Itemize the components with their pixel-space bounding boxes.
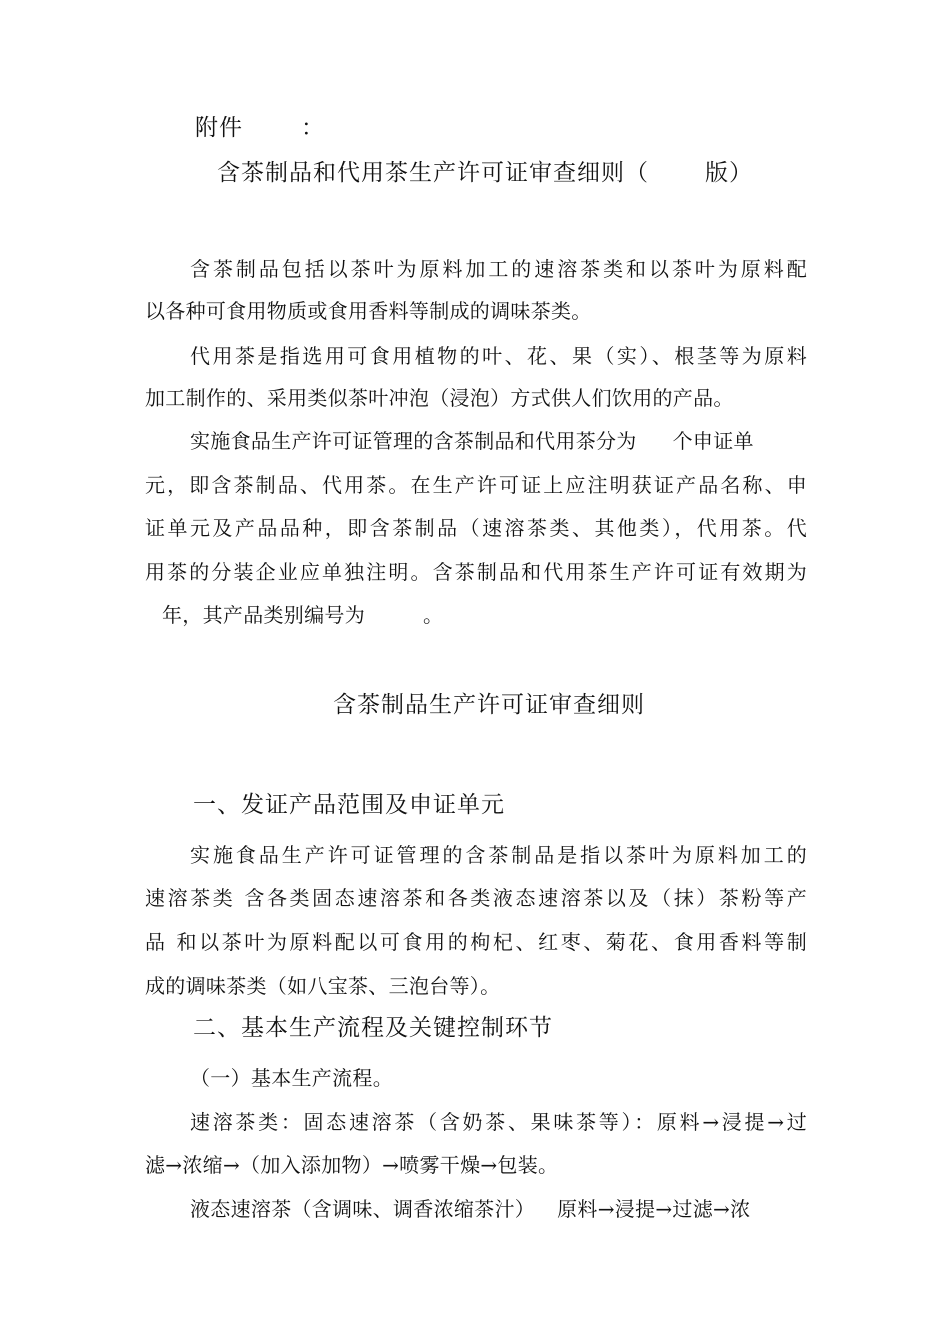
document-title-right: 版） xyxy=(705,160,753,186)
s1-line-4: 成的调味茶类（如八宝茶、三泡台等）。 xyxy=(145,974,501,998)
intro-p3-line-5-b: 。 xyxy=(423,603,444,627)
section-title: 含茶制品生产许可证审查细则 xyxy=(333,692,645,718)
intro-p2-line-1: 代用茶是指选用可食用植物的叶、花、果（实）、根茎等为原料 xyxy=(190,344,807,368)
s2-line-3 xyxy=(190,1194,807,1224)
s2-subheading: （一）基本生产流程。 xyxy=(190,1066,393,1090)
annex-label-text: 附件 xyxy=(195,115,243,141)
intro-p1-line-1: 含茶制品包括以茶叶为原料加工的速溶茶类和以茶叶为原料配 xyxy=(190,257,807,281)
annex-colon: ： xyxy=(301,115,325,141)
s1-line-2: 速溶茶类 含各类固态速溶茶和各类液态速溶茶以及（抹）茶粉等产 xyxy=(145,886,807,910)
document-title-left: 含茶制品和代用茶生产许可证审查细则（ xyxy=(217,160,649,186)
s2-line-3-b: 原料→浸提→过滤→浓 xyxy=(557,1197,751,1221)
intro-p3-line-1-a: 实施食品生产许可证管理的含茶制品和代用茶分为 xyxy=(190,429,637,453)
s2-heading: 二、基本生产流程及关键控制环节 xyxy=(193,1015,553,1041)
intro-p1-line-2: 以各种可食用物质或食用香料等制成的调味茶类。 xyxy=(145,299,592,323)
s1-heading: 一、发证产品范围及申证单元 xyxy=(193,792,505,818)
annex-label xyxy=(195,113,325,143)
intro-p3-line-3: 证单元及产品品种，即含茶制品（速溶茶类、其他类），代用茶。代 xyxy=(145,516,807,540)
intro-p3-line-4: 用茶的分装企业应单独注明。含茶制品和代用茶生产许可证有效期为 xyxy=(145,560,807,584)
s2-line-3-a: 液态速溶茶（含调味、调香浓缩茶汁） xyxy=(190,1197,536,1221)
intro-p2-line-2: 加工制作的、采用类似茶叶冲泡（浸泡）方式供人们饮用的产品。 xyxy=(145,386,734,410)
intro-p3-line-5-a: 年，其产品类别编号为 xyxy=(162,603,365,627)
s2-line-2: 滤→浓缩→（加入添加物）→喷雾干燥→包装。 xyxy=(145,1153,559,1177)
s2-line-1: 速溶茶类：固态速溶茶（含奶茶、果味茶等）：原料→浸提→过 xyxy=(190,1110,807,1134)
document-title xyxy=(217,158,753,188)
intro-p3-line-1 xyxy=(190,426,807,456)
s1-line-3: 品 和以茶叶为原料配以可食用的枸杞、红枣、菊花、食用香料等制 xyxy=(145,930,807,954)
intro-p3-line-2: 元，即含茶制品、代用茶。在生产许可证上应注明获证产品名称、申 xyxy=(145,473,807,497)
intro-p3-line-5 xyxy=(162,600,443,630)
s1-line-1: 实施食品生产许可证管理的含茶制品是指以茶叶为原料加工的 xyxy=(190,843,807,867)
intro-p3-line-1-b: 个申证单 xyxy=(672,429,754,453)
